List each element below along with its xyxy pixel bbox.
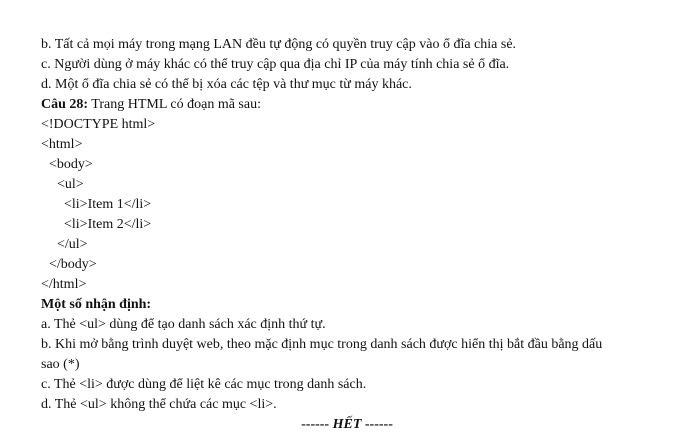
code-line-ul-open: <ul> [57,177,84,192]
statements-heading: Một số nhận định: [41,297,152,312]
code-line-ul-close: </ul> [57,237,88,252]
statement-c: c. Thẻ <li> được dùng để liệt kê các mục trong danh sách. [41,377,367,392]
statement-b-line1: b. Khi mở bằng trình duyệt web, theo mặc định mục trong danh sách được hiển thị bắt đầu bằng dấu [41,337,603,352]
end-dashes-right: ------ [361,417,393,432]
end-marker [0,415,694,435]
option-d-prev: d. Một ổ đĩa chia sẻ có thể bị xóa các tệp và thư mục từ máy khác. [41,77,412,92]
question-number: Câu 28: [41,97,89,112]
code-line-li-1: <li>Item 1</li> [64,197,152,212]
end-dashes-left: ------ [301,417,333,432]
option-c-prev: c. Người dùng ở máy khác có thể truy cập qua địa chỉ IP của máy tính chia sẻ ổ đĩa. [41,57,510,72]
question-28 [41,95,261,115]
code-line-html-open: <html> [41,137,83,152]
code-line-html-close: </html> [41,277,87,292]
code-line-body-open: <body> [49,157,93,172]
code-line-doctype: <!DOCTYPE html> [41,117,156,132]
statement-a: a. Thẻ <ul> dùng để tạo danh sách xác định thứ tự. [41,317,326,332]
code-line-body-close: </body> [49,257,97,272]
question-text: Trang HTML có đoạn mã sau: [88,97,261,112]
option-b-prev: b. Tất cả mọi máy trong mạng LAN đều tự động có quyền truy cập vào ổ đĩa chia sẻ. [41,37,517,52]
end-word: HẾT [332,417,362,432]
code-line-li-2: <li>Item 2</li> [64,217,152,232]
statement-d: d. Thẻ <ul> không thể chứa các mục <li>. [41,397,277,412]
statement-b-line2: sao (*) [41,357,80,372]
